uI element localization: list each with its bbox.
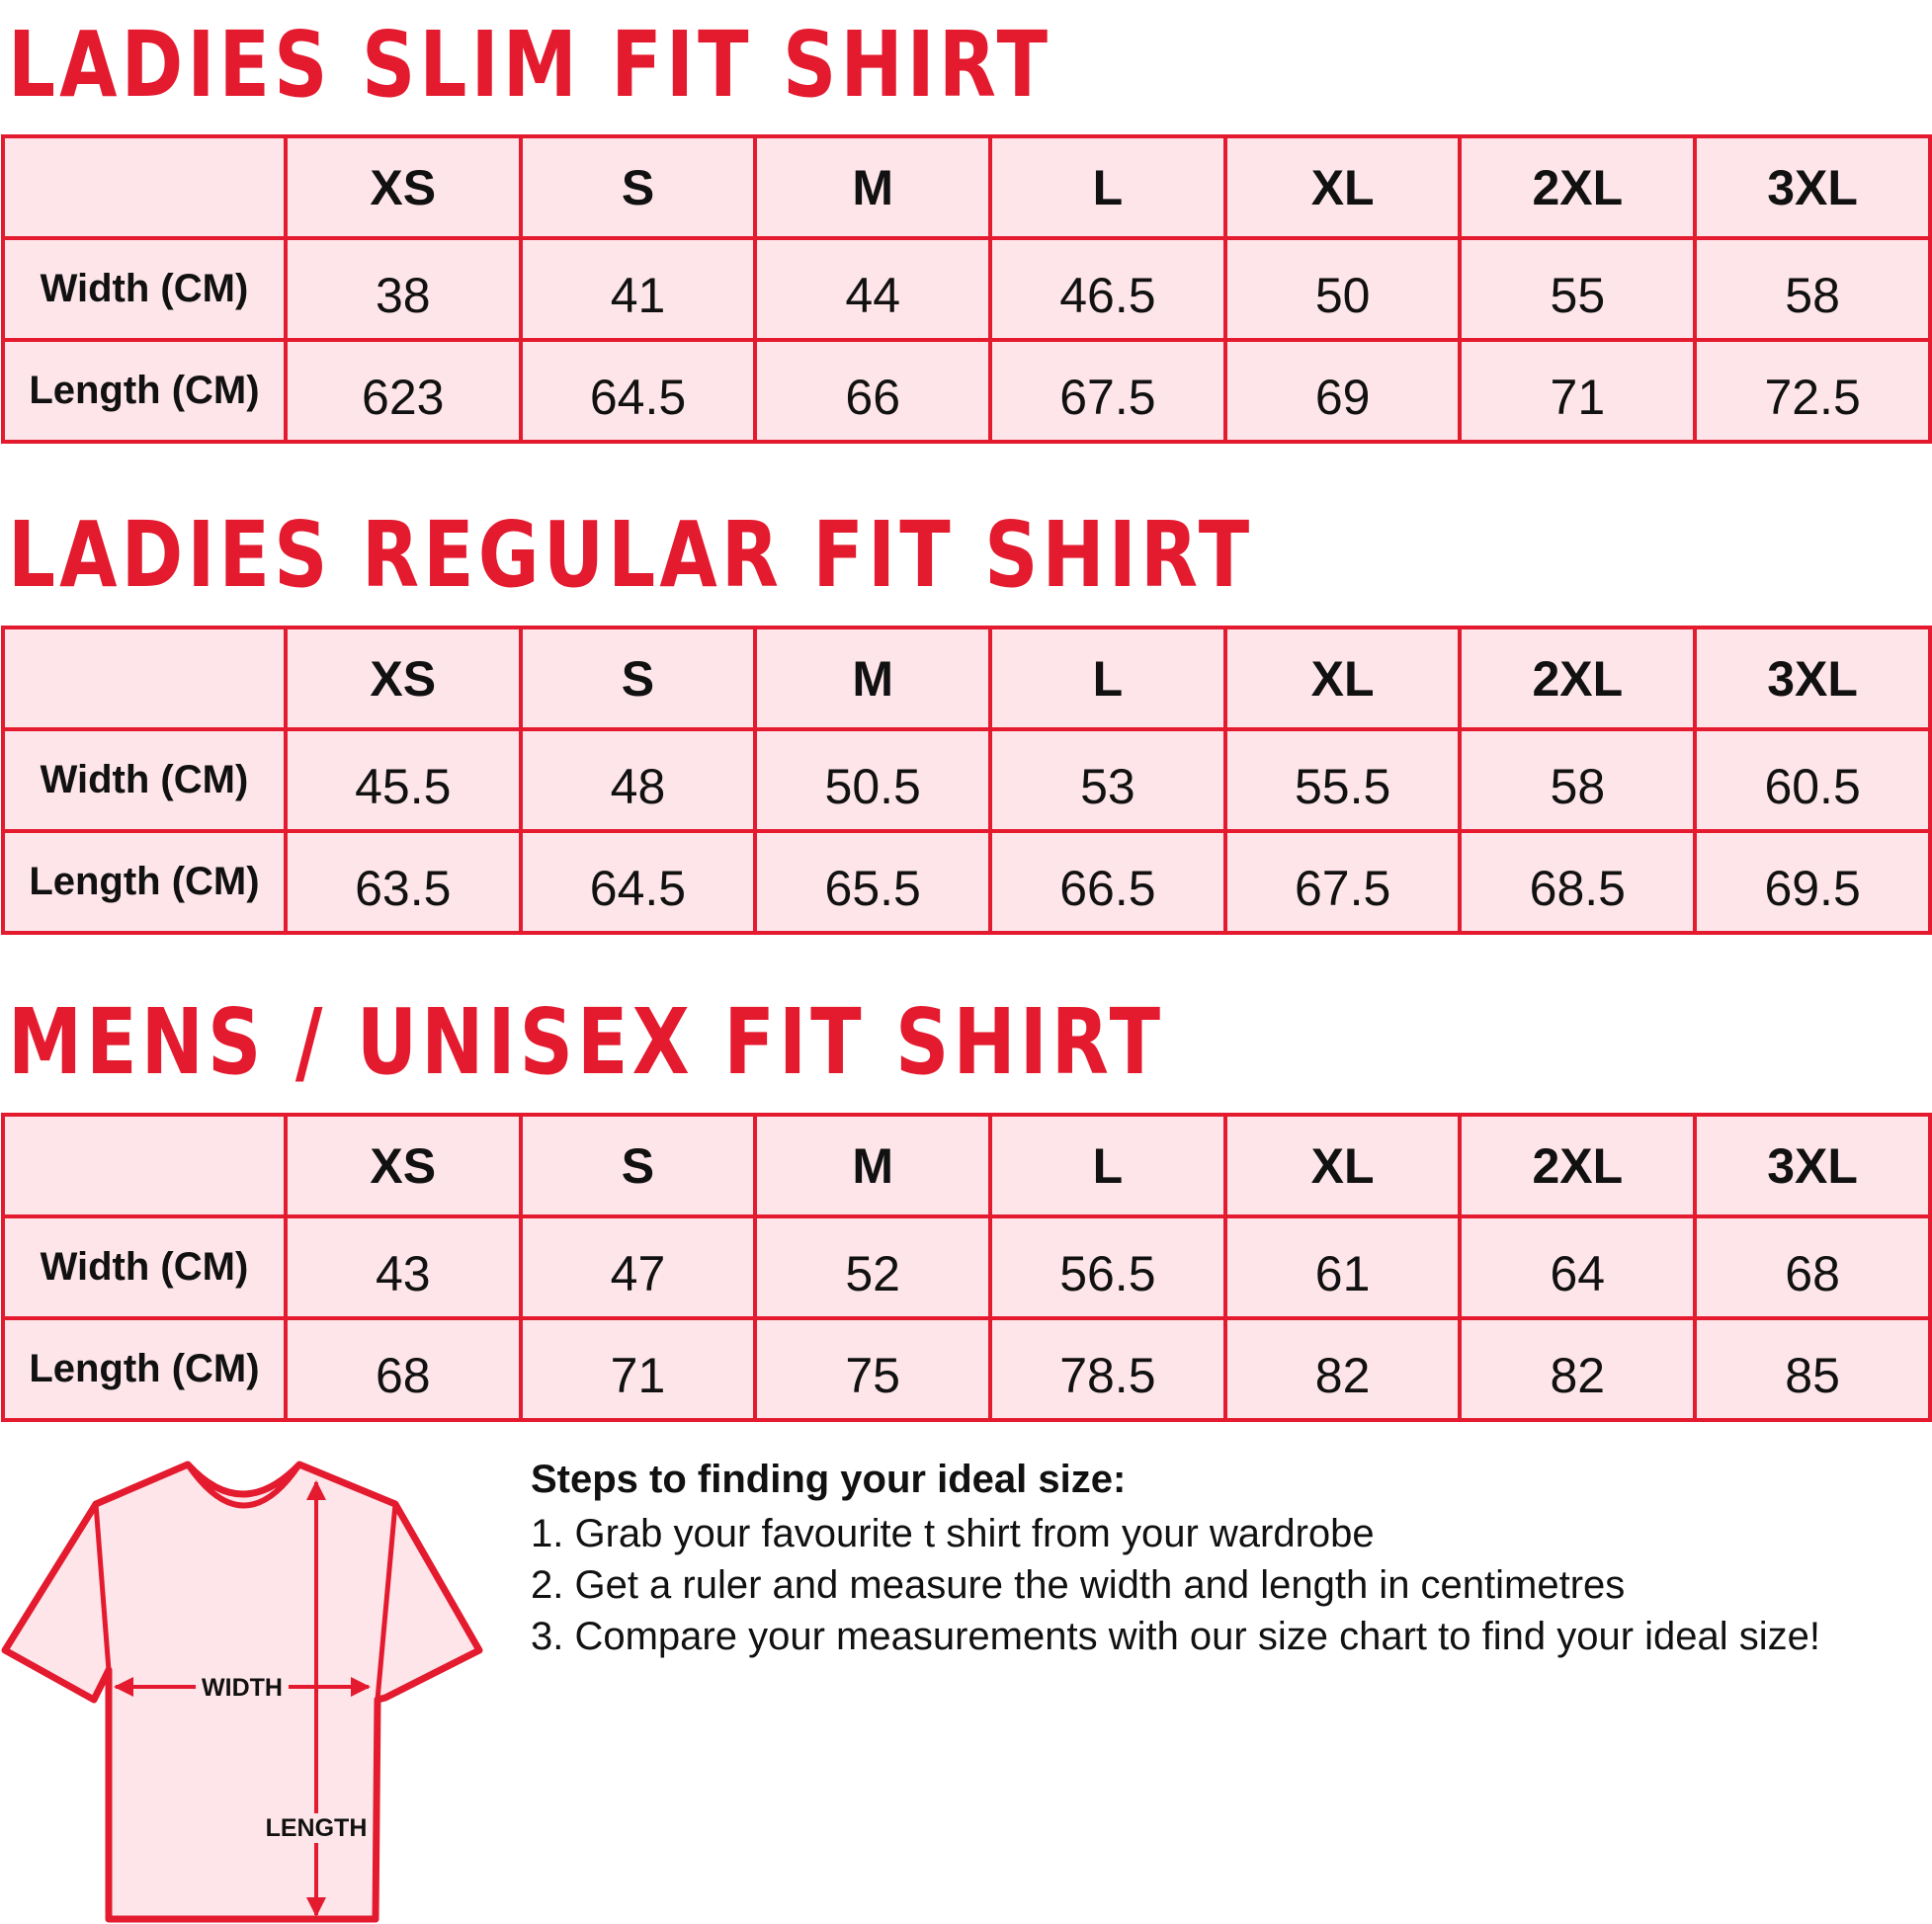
size-header-s: S xyxy=(521,1115,756,1216)
value-cell: 43 xyxy=(286,1216,521,1318)
value-cell: 46.5 xyxy=(990,238,1225,340)
value-cell: 65.5 xyxy=(755,831,990,933)
step-item: 1. Grab your favourite t shirt from your wardrobe xyxy=(531,1512,1375,1555)
value-cell: 66 xyxy=(755,340,990,442)
row-label-width: Width (CM) xyxy=(3,1216,286,1318)
size-header-l: L xyxy=(990,1115,1225,1216)
value-cell: 68 xyxy=(1695,1216,1930,1318)
value-cell: 69.5 xyxy=(1695,831,1930,933)
row-label-length: Length (CM) xyxy=(3,1318,286,1420)
size-header-xs: XS xyxy=(286,136,521,238)
value-cell: 38 xyxy=(286,238,521,340)
size-header-s: S xyxy=(521,136,756,238)
size-header-xl: XL xyxy=(1225,136,1461,238)
length-row xyxy=(3,340,1930,442)
step-item: 2. Get a ruler and measure the width and length in centimetres xyxy=(531,1563,1626,1607)
steps-heading: Steps to finding your ideal size: xyxy=(531,1458,1127,1501)
value-cell: 64.5 xyxy=(521,340,756,442)
length-row xyxy=(3,831,1930,933)
length-row xyxy=(3,1318,1930,1420)
size-header-row xyxy=(3,136,1930,238)
value-cell: 66.5 xyxy=(990,831,1225,933)
row-label-width: Width (CM) xyxy=(3,729,286,831)
value-cell: 71 xyxy=(521,1318,756,1420)
row-label-length: Length (CM) xyxy=(3,831,286,933)
value-cell: 82 xyxy=(1225,1318,1461,1420)
sizing-steps xyxy=(531,1455,1924,1662)
size-header-xs: XS xyxy=(286,1115,521,1216)
size-header-row xyxy=(3,1115,1930,1216)
value-cell: 82 xyxy=(1460,1318,1695,1420)
step-item: 3. Compare your measurements with our size chart to find your ideal size! xyxy=(531,1615,1821,1658)
value-cell: 55 xyxy=(1460,238,1695,340)
size-table xyxy=(1,1113,1932,1422)
value-cell: 58 xyxy=(1460,729,1695,831)
size-header-2xl: 2XL xyxy=(1460,136,1695,238)
width-row xyxy=(3,729,1930,831)
value-cell: 64 xyxy=(1460,1216,1695,1318)
value-cell: 60.5 xyxy=(1695,729,1930,831)
width-label: WIDTH xyxy=(202,1674,283,1702)
corner-cell xyxy=(3,1115,286,1216)
size-header-3xl: 3XL xyxy=(1695,136,1930,238)
section-title: LADIES REGULAR FIT SHIRT xyxy=(8,502,1254,608)
value-cell: 68.5 xyxy=(1460,831,1695,933)
value-cell: 53 xyxy=(990,729,1225,831)
value-cell: 69 xyxy=(1225,340,1461,442)
size-header-s: S xyxy=(521,627,756,729)
size-table xyxy=(1,134,1932,444)
row-label-length: Length (CM) xyxy=(3,340,286,442)
value-cell: 44 xyxy=(755,238,990,340)
size-header-m: M xyxy=(755,1115,990,1216)
value-cell: 58 xyxy=(1695,238,1930,340)
value-cell: 68 xyxy=(286,1318,521,1420)
width-row xyxy=(3,1216,1930,1318)
value-cell: 48 xyxy=(521,729,756,831)
size-header-m: M xyxy=(755,136,990,238)
value-cell: 623 xyxy=(286,340,521,442)
value-cell: 78.5 xyxy=(990,1318,1225,1420)
width-row xyxy=(3,238,1930,340)
value-cell: 50 xyxy=(1225,238,1461,340)
value-cell: 41 xyxy=(521,238,756,340)
size-header-2xl: 2XL xyxy=(1460,627,1695,729)
steps-list xyxy=(531,1508,1924,1662)
size-header-3xl: 3XL xyxy=(1695,1115,1930,1216)
value-cell: 67.5 xyxy=(990,340,1225,442)
length-label: LENGTH xyxy=(265,1814,368,1842)
size-header-l: L xyxy=(990,627,1225,729)
value-cell: 63.5 xyxy=(286,831,521,933)
section-title: LADIES SLIM FIT SHIRT xyxy=(8,12,1052,118)
size-header-xs: XS xyxy=(286,627,521,729)
section-title: MENS / UNISEX FIT SHIRT xyxy=(8,989,1165,1095)
value-cell: 75 xyxy=(755,1318,990,1420)
row-label-width: Width (CM) xyxy=(3,238,286,340)
size-header-row xyxy=(3,627,1930,729)
size-table xyxy=(1,626,1932,935)
size-header-2xl: 2XL xyxy=(1460,1115,1695,1216)
value-cell: 72.5 xyxy=(1695,340,1930,442)
size-header-3xl: 3XL xyxy=(1695,627,1930,729)
value-cell: 85 xyxy=(1695,1318,1930,1420)
value-cell: 61 xyxy=(1225,1216,1461,1318)
size-header-l: L xyxy=(990,136,1225,238)
value-cell: 47 xyxy=(521,1216,756,1318)
value-cell: 56.5 xyxy=(990,1216,1225,1318)
value-cell: 50.5 xyxy=(755,729,990,831)
size-header-xl: XL xyxy=(1225,627,1461,729)
value-cell: 64.5 xyxy=(521,831,756,933)
value-cell: 45.5 xyxy=(286,729,521,831)
size-header-m: M xyxy=(755,627,990,729)
t-shirt-measurement-icon xyxy=(0,1453,494,1924)
size-header-xl: XL xyxy=(1225,1115,1461,1216)
value-cell: 52 xyxy=(755,1216,990,1318)
value-cell: 67.5 xyxy=(1225,831,1461,933)
value-cell: 71 xyxy=(1460,340,1695,442)
value-cell: 55.5 xyxy=(1225,729,1461,831)
corner-cell xyxy=(3,627,286,729)
corner-cell xyxy=(3,136,286,238)
